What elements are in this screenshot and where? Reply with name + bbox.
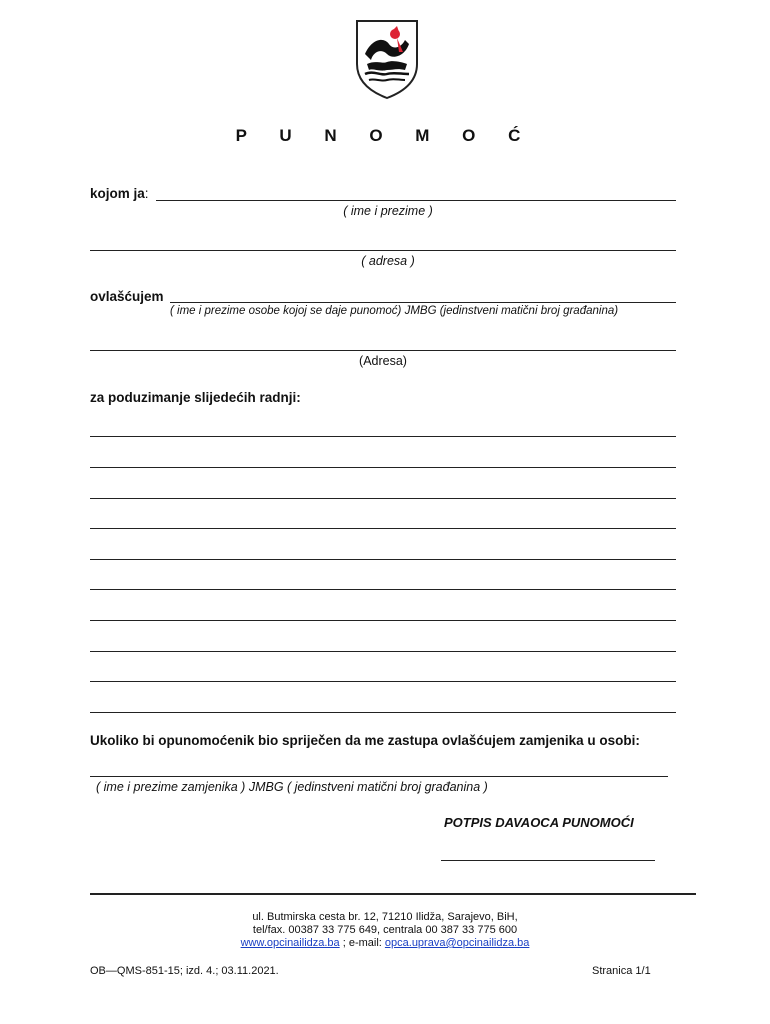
kojom-ja-colon: : (144, 186, 149, 201)
actions-label: za poduzimanje slijedećih radnji: (90, 390, 301, 405)
proxy-name-input-line[interactable] (170, 302, 676, 303)
footer-divider (90, 893, 696, 895)
action-line-2[interactable] (90, 467, 676, 468)
action-line-9[interactable] (90, 681, 676, 682)
name-input-line[interactable] (156, 200, 676, 201)
action-line-7[interactable] (90, 620, 676, 621)
proxy-name-hint: ( ime i prezime osobe kojoj se daje punomoć) JMBG (jedinstveni matični broj građanina) (170, 305, 619, 317)
action-line-8[interactable] (90, 651, 676, 652)
action-line-4[interactable] (90, 528, 676, 529)
proxy-address-hint: (Adresa) (359, 354, 407, 368)
deputy-label: Ukoliko bi opunomoćenik bio spriječen da me zastupa ovlašćujem zamjenika u osobi: (90, 733, 640, 748)
deputy-input-line[interactable] (90, 776, 668, 777)
kojom-ja-text: kojom ja (90, 186, 145, 201)
action-line-5[interactable] (90, 559, 676, 560)
address-hint: ( adresa ) (361, 254, 415, 268)
signature-label: POTPIS DAVAOCA PUNOMOĆI (444, 815, 634, 830)
document-title: P U N O M O Ć (235, 126, 535, 145)
document-code: OB—QMS-851-15; izd. 4.; 03.11.2021. (90, 965, 279, 977)
municipal-coat-of-arms-icon (353, 18, 421, 100)
ovlascujem-label: ovlašćujem (90, 289, 164, 304)
action-line-10[interactable] (90, 712, 676, 713)
contact-separator: ; e-mail: (339, 937, 385, 949)
footer-contact-line (0, 937, 770, 950)
name-hint: ( ime i prezime ) (343, 204, 433, 218)
email-link[interactable]: opca.uprava@opcinailidza.ba (384, 937, 530, 949)
proxy-address-input-line[interactable] (90, 350, 676, 351)
deputy-hint: ( ime i prezime zamjenika ) JMBG ( jedinstveni matični broj građanina ) (96, 780, 488, 794)
website-link[interactable]: www.opcinailidza.ba (240, 937, 340, 949)
action-line-3[interactable] (90, 498, 676, 499)
address-input-line[interactable] (90, 250, 676, 251)
page-number: Stranica 1/1 (592, 965, 651, 977)
kojom-ja-label (90, 186, 149, 201)
footer-address-line1: ul. Butmirska cesta br. 12, 71210 Ilidža, Sarajevo, BiH, (252, 911, 518, 923)
footer-address-line2: tel/fax. 00387 33 775 649, centrala 00 387 33 775 600 (252, 924, 518, 936)
signature-line[interactable] (441, 860, 655, 861)
action-line-1[interactable] (90, 436, 676, 437)
action-line-6[interactable] (90, 589, 676, 590)
